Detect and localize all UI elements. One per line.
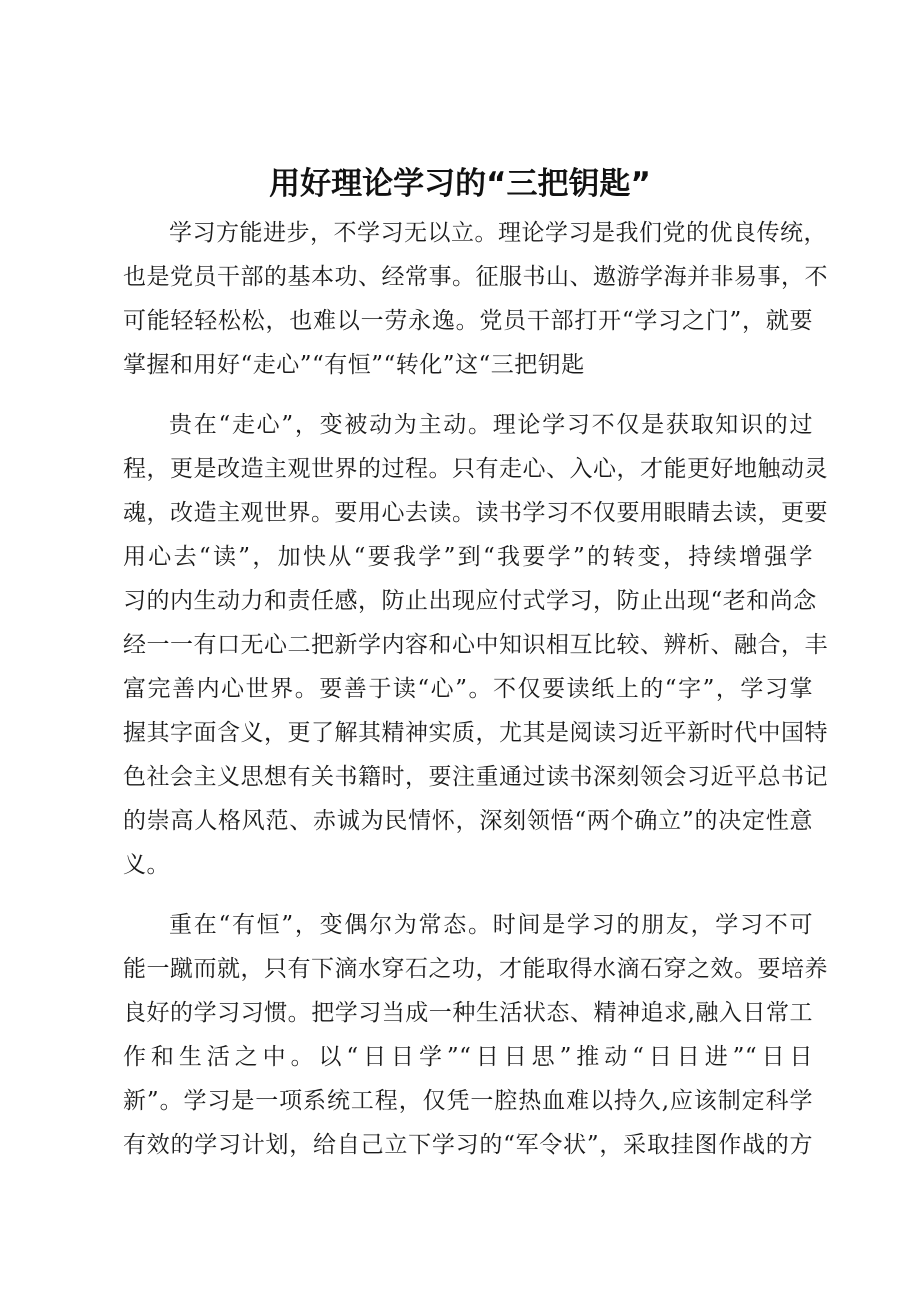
paragraph: [123, 211, 828, 387]
paragraph-line: 握其字面含义，更了解其精神实质，尤其是阅读习近平新时代中国特: [123, 720, 828, 746]
paragraph-line: 程，更是改造主观世界的过程。只有走心、入心，才能更好地触动灵: [123, 456, 828, 482]
paragraph-line: 能一蹴而就，只有下滴水穿石之功，才能取得水滴石穿之效。要培养: [123, 956, 828, 982]
paragraph-line: 新”。学习是一项系统工程，仅凭一腔热血难以持久,应该制定科学: [123, 1088, 813, 1114]
paragraph: [123, 903, 828, 1167]
paragraph-line: 作和生活之中。以“日日学”“日日思”推动“日日进”“日日: [123, 1044, 813, 1070]
document-title: 用好理论学习的“三把钥匙”: [269, 166, 651, 202]
paragraph-line: 可能轻轻松松，也难以一劳永逸。党员干部打开“学习之门”，就要: [123, 308, 813, 334]
paragraph-line: 也是党员干部的基本功、经常事。征服书山、遨游学海并非易事，不: [123, 264, 828, 290]
paragraph-line: 色社会主义思想有关书籍时，要注重通过读书深刻领会习近平总书记: [123, 764, 828, 790]
paragraph-line: 富完善内心世界。要善于读“心”。不仅要读纸上的“字”，学习掌: [123, 676, 813, 702]
paragraph-line: 义。: [123, 852, 170, 878]
document-body: [123, 211, 828, 1183]
paragraph-line: 重在“有恒”，变偶尔为常态。时间是学习的朋友，学习不可: [169, 912, 813, 938]
paragraph-line: 掌握和用好“走心”“有恒”“转化”这“三把钥匙: [123, 352, 585, 378]
paragraph-line: 贵在“走心”，变被动为主动。理论学习不仅是获取知识的过: [169, 412, 813, 438]
paragraph-line: 学习方能进步，不学习无以立。理论学习是我们党的优良传统，: [169, 220, 827, 246]
paragraph-line: 良好的学习习惯。把学习当成一种生活状态、精神追求,融入日常工: [123, 1000, 813, 1026]
paragraph-line: 习的内生动力和责任感，防止出现应付式学习，防止出现“老和尚念: [123, 588, 817, 614]
paragraph-line: 魂，改造主观世界。要用心去读。读书学习不仅要用眼睛去读，更要: [123, 500, 828, 526]
paragraph: [123, 403, 828, 887]
paragraph-line: 的崇高人格风范、赤诚为民情怀，深刻领悟“两个确立”的决定性意: [123, 808, 813, 834]
paragraph-line: 用心去“读”，加快从“要我学”到“我要学”的转变，持续增强学: [123, 544, 813, 570]
paragraph-line: 经一一有口无心二把新学内容和心中知识相互比较、辨析、融合，丰: [123, 632, 828, 658]
paragraph-line: 有效的学习计划，给自己立下学习的“军令状”，采取挂图作战的方: [123, 1132, 813, 1158]
